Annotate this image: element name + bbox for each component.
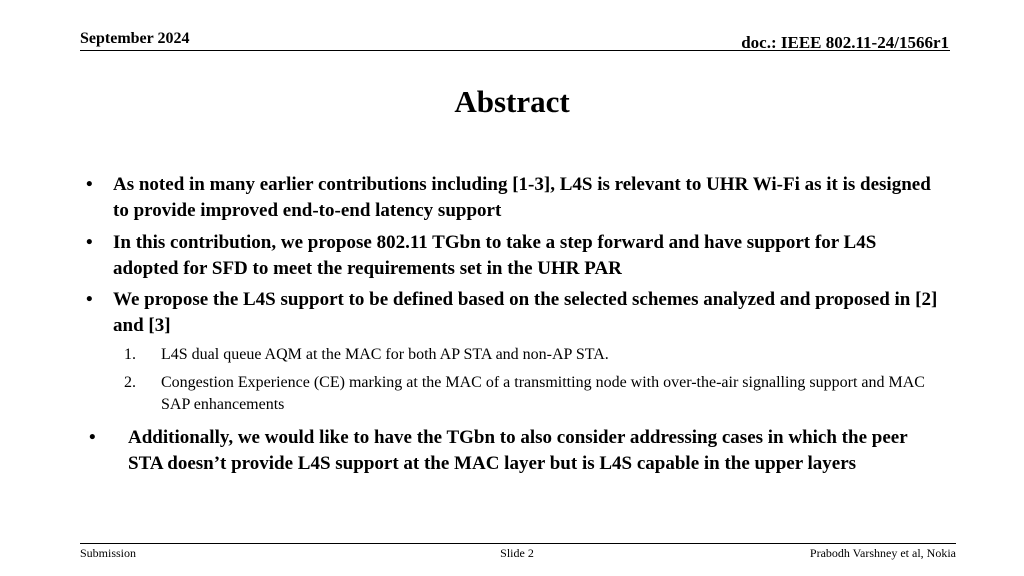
bullet-marker: • (86, 232, 93, 253)
bullet-text: In this contribution, we propose 802.11 TGbn to take a step forward and have support for L4S adopted for SFD to meet the requirements set in the UHR PAR (113, 232, 877, 279)
bullet-item (86, 287, 946, 339)
bullet-item (89, 425, 949, 503)
bullet-item (86, 172, 946, 224)
bullet-text: As noted in many earlier contributions including [1-3], L4S is relevant to UHR Wi-Fi as it is designed to provide improved end-to-end latency support (113, 174, 931, 221)
bullet-marker: • (86, 289, 93, 310)
item-number: 1. (124, 346, 136, 363)
item-text: L4S dual queue AQM at the MAC for both AP STA and non-AP STA. (161, 346, 609, 363)
header-doc-id: doc.: IEEE 802.11-24/1566r1 (741, 33, 949, 52)
numbered-item (124, 372, 944, 416)
bullet-marker: • (89, 427, 96, 448)
footer-submission: Submission (80, 546, 137, 560)
bullet-text: We propose the L4S support to be defined based on the selected schemes analyzed and proposed in [2] and [3] (113, 289, 938, 336)
footer-author: Prabodh Varshney et al, Nokia (809, 546, 956, 560)
numbered-item (124, 344, 944, 366)
header-date: September 2024 (80, 30, 190, 47)
header-divider (80, 50, 950, 51)
bullet-item (86, 230, 946, 282)
slide-title: Abstract (454, 84, 570, 119)
item-text: Congestion Experience (CE) marking at the MAC of a transmitting node with over-the-air signalling support and MAC SAP enhancements (161, 374, 925, 413)
item-number: 2. (124, 374, 136, 391)
footer-divider (80, 543, 956, 544)
footer-slide-number: Slide 2 (500, 546, 534, 560)
bullet-text: Additionally, we would like to have the TGbn to also consider addressing cases in which the peer STA doesn’t provide L4S support at the MAC layer but is L4S capable in the upper layers (128, 427, 908, 474)
bullet-marker: • (86, 174, 93, 195)
